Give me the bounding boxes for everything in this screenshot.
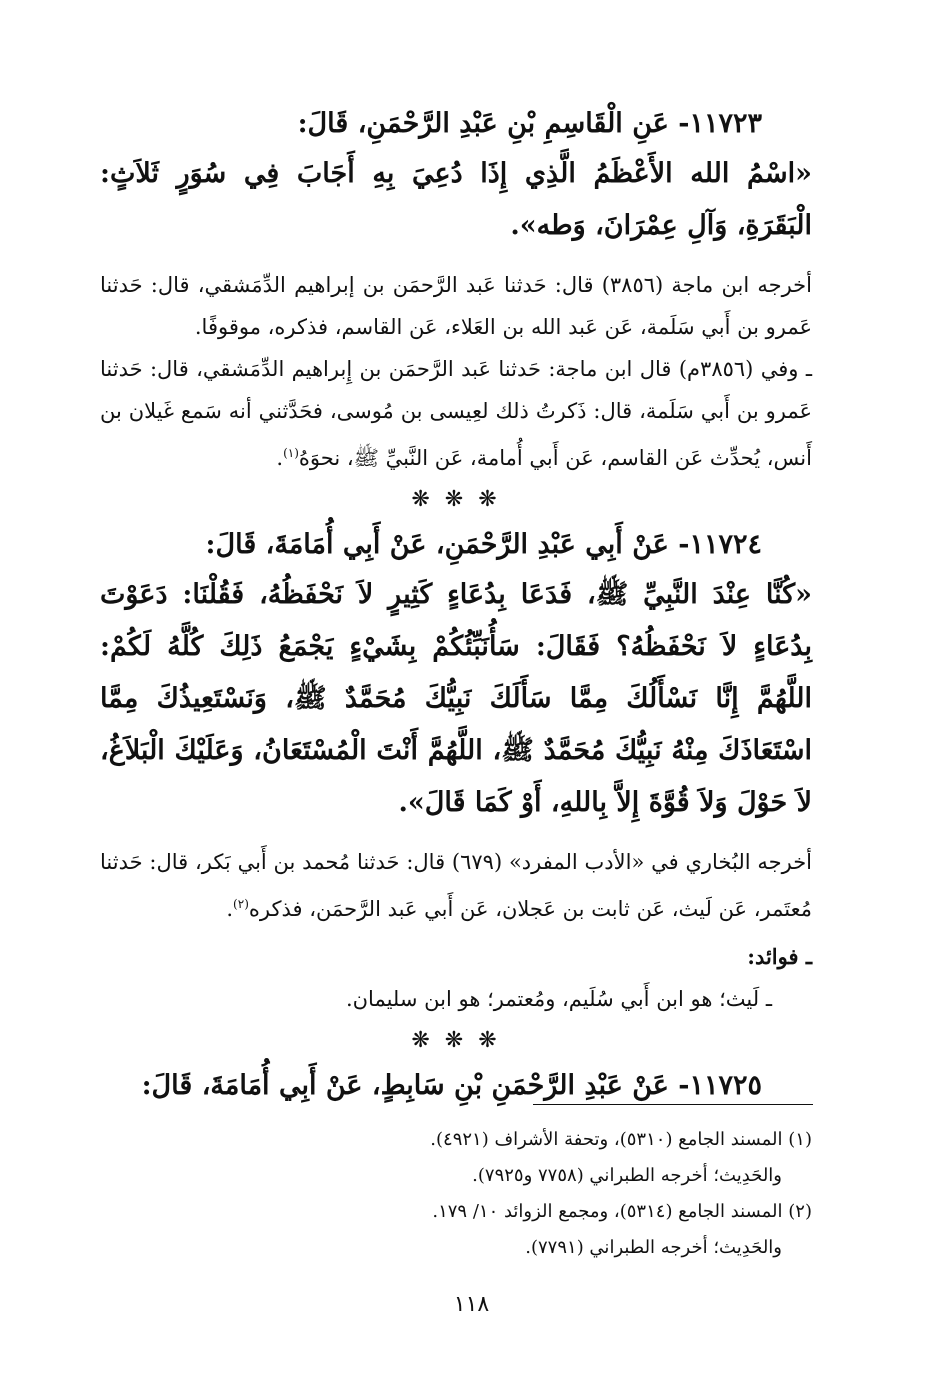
fawaid-title: ـ فوائد: [747,944,812,969]
source-text-11723-b: ـ وفي (٣٨٥٦م) قال ابن ماجة: حَدثنا عَبد الرَّحمَن بن إِبراهيم الدِّمَشقي، قال: حَدثنا عَمرو بن أَبي سَلَمة، قال: ذَكرتُ ذلك لعِيسى بن مُوسى، فحَدَّثني أنه سَمع غَيلان بن أَنس، يُحدِّث عَن القاسم، عَن أَبي أُمامة، عَن النَّبيِّ ﷺ، نحوَهُ$^{(١)}$. [100,357,812,470]
entry-heading-11725: ١١٧٢٥- عَنْ عَبْدِ الرَّحْمَنِ بْنِ سَابِطٍ، عَنْ أَبِي أُمَامَةَ، قَالَ: [141,1070,762,1101]
page-body [100,100,812,1110]
footnotes [100,1122,812,1266]
source-text-11723-b-body: ـ وفي (٣٨٥٦م) قال ابن ماجة: حَدثنا عَبد الرَّحمَن بن إِبراهيم الدِّمَشقي، قال: حَدثنا عَمرو بن أَبي سَلَمة، قال: ذَكرتُ ذلك لعِيسى بن مُوسى، فحَدَّثني أنه سَمع غَيلان بن أَنس، يُحدِّث عَن القاسم، عَن أَبي أُمامة، عَن النَّبيِّ ﷺ، نحوَهُ [100,357,812,470]
footnote-1: (١) المسند الجامع (٥٣١٠)، وتحفة الأشراف (٤٩٢١). [430,1129,812,1150]
source-text-11724-body: أخرجه البُخاري في «الأدب المفرد» (٦٧٩) قال: حَدثنا مُحمد بن أَبي بَكر، قال: حَدثنا مُعتَمر، عَن لَيث، عَن ثابت بن عَجلان، عَن أَبي عَبد الرَّحمَن، فذكره [100,850,813,921]
footnote-2: (٢) المسند الجامع (٥٣١٤)، ومجمع الزوائد ١٠/ ١٧٩. [432,1201,812,1222]
footnote-1-cont: والحَدِيث؛ أخرجه الطبراني (٧٧٥٨ و٧٩٢٥). [472,1165,782,1186]
footnote-mark-1: (١) [283,446,299,460]
page-number: ١١٨ [453,1292,490,1317]
section-separator: ❋ ❋ ❋ [411,487,501,512]
hadith-text-11723: «اسْمُ الله الأَعْظَمُ الَّذِي إِذَا دُعِيَ بِهِ أَجَابَ فِي سُوَرٍ ثَلاَثٍ: الْبَقَرَةِ، وَآلِ عِمْرَانَ، وَطه». [100,158,812,241]
fawaid-text: ـ لَيث؛ هو ابن أَبي سُلَيم، ومُعتمر؛ هو ابن سليمان. [345,987,772,1011]
source-text-11724: أخرجه البُخاري في «الأدب المفرد» (٦٧٩) قال: حَدثنا مُحمد بن أَبي بَكر، قال: حَدثنا مُعتَمر، عَن لَيث، عَن ثابت بن عَجلان، عَن أَبي عَبد الرَّحمَن، فذكره$^{(٢)}$. [100,850,813,921]
hadith-text-11724: «كُنَّا عِنْدَ النَّبِيِّ ﷺ، فَدَعَا بِدُعَاءٍ كَثِيرٍ لاَ نَحْفَظُهُ، فَقُلْنَا: دَعَوْتَ بِدُعَاءٍ لاَ نَحْفَظُهُ؟ فَقَالَ: سَأُنَبِّئُكُمْ بِشَيْءٍ يَجْمَعُ ذَلِكَ كُلَّهُ لَكُمْ: اللَّهُمَّ إِنَّا نَسْأَلُكَ مِمَّا سَأَلَكَ نَبِيُّكَ مُحَمَّدٌ ﷺ، وَنَسْتَعِيذُكَ مِمَّا اسْتَعَاذَكَ مِنْهُ نَبِيُّكَ مُحَمَّدٌ ﷺ، اللَّهُمَّ أَنْتَ الْمُسْتَعَانُ، وَعَلَيْكَ الْبَلاَغُ، لاَ حَوْلَ وَلاَ قُوَّةَ إِلاَّ بِاللهِ، أَوْ كَمَا قَالَ». [100,579,812,818]
source-text-11723-a: أخرجه ابن ماجة (٣٨٥٦) قال: حَدثنا عَبد الرَّحمَن بن إبراهيم الدِّمَشقي، قال: حَدثنا عَمرو بن أَبي سَلَمة، عَن عَبد الله بن العَلاء، عَن القاسم، فذكره، موقوفًا. [100,273,812,339]
footnote-mark-2: (٢) [233,897,249,911]
entry-heading-11723: ١١٧٢٣- عَنِ الْقَاسِمِ بْنِ عَبْدِ الرَّحْمَنِ، قَالَ: [297,108,762,139]
section-separator-2: ❋ ❋ ❋ [411,1028,501,1053]
entry-heading-11724: ١١٧٢٤- عَنْ أَبِي عَبْدِ الرَّحْمَنِ، عَنْ أَبِي أُمَامَةَ، قَالَ: [205,529,762,560]
footnote-2-cont: والحَدِيث؛ أخرجه الطبراني (٧٧٩١). [525,1237,782,1258]
footnote-divider [533,1104,813,1105]
